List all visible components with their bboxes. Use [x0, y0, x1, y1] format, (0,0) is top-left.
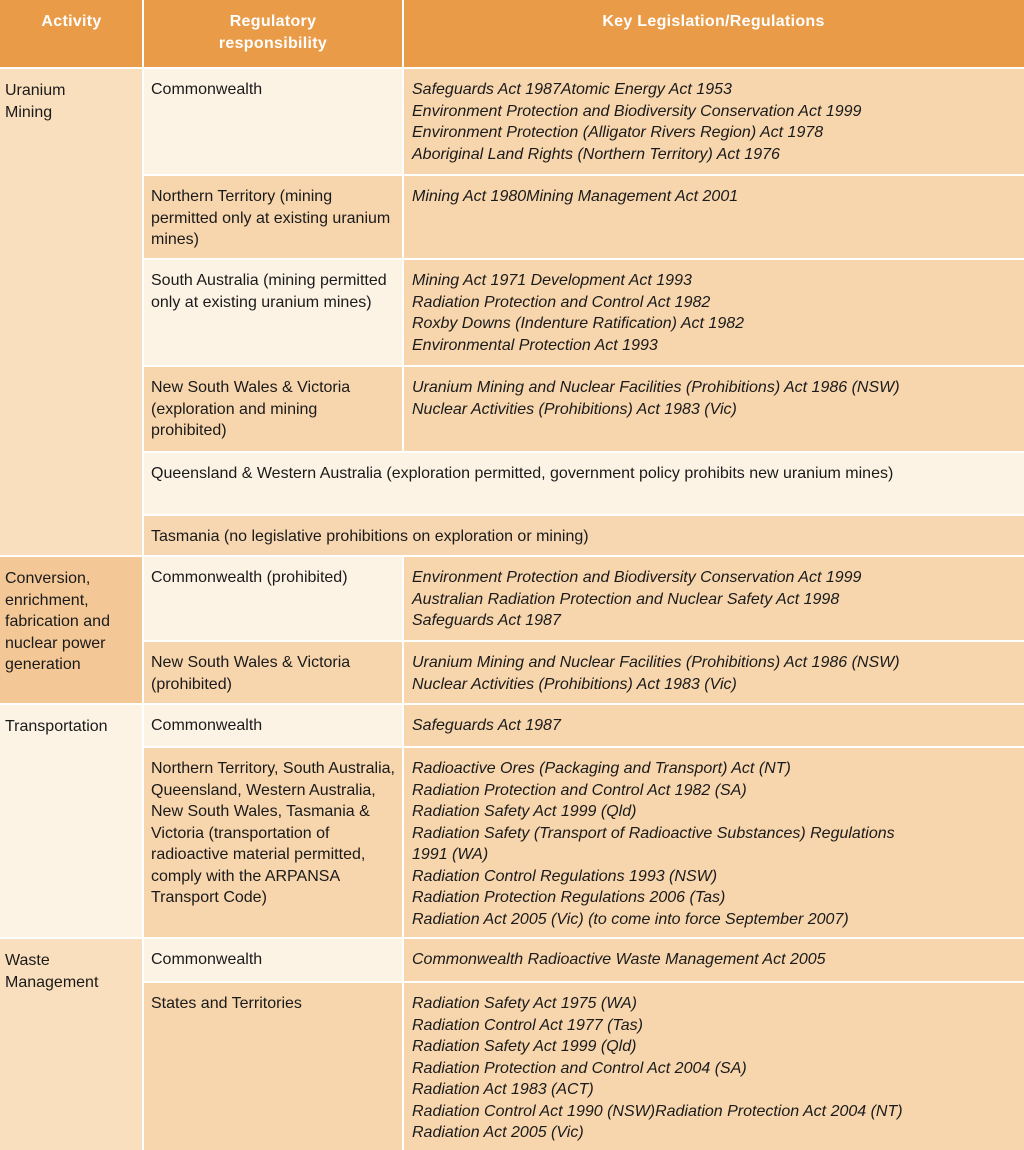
- header-activity-label: Activity: [41, 13, 102, 30]
- law-item: Environment Protection (Alligator Rivers Region) Act 1978: [412, 124, 824, 141]
- law-item: Radiation Act 1983 (ACT): [412, 1081, 594, 1098]
- law-item: Nuclear Activities (Prohibitions) Act 1983 (Vic): [412, 400, 737, 418]
- legislation-cell: [403, 259, 1024, 366]
- row-divider: [143, 365, 1024, 367]
- law-item: Nuclear Activities (Prohibitions) Act 1983 (Vic): [412, 675, 737, 693]
- law-item: Environment Protection and Biodiversity Conservation Act 1999: [412, 102, 862, 120]
- header-regulatory: [143, 0, 403, 68]
- regulator-cell: [143, 747, 403, 938]
- activity-label: Uranium Mining: [5, 82, 66, 121]
- law-item: Radiation Control Act 1990 (NSW)Radiation Protection Act 2004 (NT): [412, 1102, 903, 1120]
- regulator-text: Commonwealth: [151, 717, 263, 734]
- law-item: Mining Act 1971 Development Act 1993: [412, 272, 692, 289]
- regulator-cell: [143, 175, 403, 259]
- law-item: Radiation Protection and Control Act 1982 (SA): [412, 781, 747, 799]
- regulator-cell-span: [143, 515, 1024, 556]
- legislation-cell: [403, 175, 1024, 259]
- law-item: Radiation Safety Act 1999 (Qld): [412, 1038, 637, 1055]
- regulator-text: New South Wales & Victoria (exploration and mining prohibited): [151, 379, 351, 439]
- law-item: Australian Radiation Protection and Nuclear Safety Act 1998: [412, 590, 840, 608]
- law-item: Radiation Protection and Control Act 1982: [412, 293, 711, 311]
- activity-conversion: [0, 556, 143, 704]
- regulator-cell: [143, 366, 403, 452]
- activity-label: Waste Management: [5, 952, 99, 991]
- regulator-cell: [143, 556, 403, 641]
- header-regulatory-line1: Regulatory: [229, 13, 317, 30]
- regulator-text: New South Wales & Victoria (prohibited): [151, 654, 351, 693]
- legislation-cell: [403, 747, 1024, 938]
- row-divider: [0, 703, 1024, 705]
- regulator-cell: [143, 982, 403, 1150]
- law-item: Radiation Control Act 1977 (Tas): [412, 1016, 643, 1034]
- regulator-text: Commonwealth: [151, 951, 263, 968]
- regulator-text: States and Territories: [151, 995, 302, 1012]
- law-item: Environment Protection and Biodiversity Conservation Act 1999: [412, 569, 862, 586]
- law-item: Aboriginal Land Rights (Northern Territory) Act 1976: [412, 145, 780, 163]
- activity-uranium-mining: [0, 68, 143, 556]
- law-item: Radiation Safety Act 1999 (Qld): [412, 803, 637, 820]
- legislation-cell: [403, 641, 1024, 704]
- law-item: Radiation Safety (Transport of Radioactive Substances) Regulations: [412, 824, 895, 842]
- regulator-text: Tasmania (no legislative prohibitions on exploration or mining): [151, 528, 589, 545]
- activity-label: Transportation: [5, 718, 108, 735]
- header-divider: [0, 67, 1024, 69]
- legislation-cell: [403, 366, 1024, 452]
- row-divider: [143, 258, 1024, 260]
- law-item: Commonwealth Radioactive Waste Management Act 2005: [412, 951, 826, 968]
- row-divider: [143, 746, 1024, 748]
- row-divider: [0, 555, 1024, 557]
- regulator-cell: [143, 704, 403, 747]
- regulator-text: South Australia (mining permitted only at existing uranium mines): [151, 272, 387, 311]
- regulator-text: Queensland & Western Australia (exploration permitted, government policy prohibits new uranium mines): [151, 465, 894, 482]
- regulator-cell: [143, 938, 403, 982]
- regulator-text: Northern Territory, South Australia, Queensland, Western Australia, New South Wales, Tasmania & Victoria (transportation of radioactive material permitted, comply with the ARPANSA Transport Code): [151, 760, 395, 906]
- activity-waste-management: [0, 938, 143, 1150]
- regulator-text: Commonwealth (prohibited): [151, 569, 348, 586]
- row-divider: [143, 451, 1024, 453]
- law-item: Radiation Act 2005 (Vic): [412, 1124, 584, 1141]
- legislation-cell: [403, 556, 1024, 641]
- regulator-cell: [143, 641, 403, 704]
- law-item: Safeguards Act 1987: [412, 612, 561, 629]
- regulator-cell-span: [143, 452, 1024, 515]
- column-divider: [402, 556, 404, 1150]
- law-item: Roxby Downs (Indenture Ratification) Act 1982: [412, 315, 745, 332]
- header-legislation: [403, 0, 1024, 68]
- legislation-cell: [403, 938, 1024, 982]
- row-divider: [143, 981, 1024, 983]
- law-item: Radiation Control Regulations 1993 (NSW): [412, 867, 718, 885]
- row-divider: [143, 514, 1024, 516]
- law-item: Radiation Act 2005 (Vic) (to come into force September 2007): [412, 910, 849, 928]
- law-item: Uranium Mining and Nuclear Facilities (Prohibitions) Act 1986 (NSW): [412, 379, 900, 396]
- law-item: Environmental Protection Act 1993: [412, 336, 658, 354]
- law-item: Radiation Protection and Control Act 2004 (SA): [412, 1059, 747, 1077]
- legislation-cell: [403, 704, 1024, 747]
- law-item: Radiation Protection Regulations 2006 (Tas): [412, 889, 726, 906]
- regulator-text: Northern Territory (mining permitted only at existing uranium mines): [151, 188, 391, 248]
- activity-transportation: [0, 704, 143, 938]
- legislation-cell: [403, 68, 1024, 175]
- regulator-cell: [143, 259, 403, 366]
- law-item: Safeguards Act 1987: [412, 717, 561, 734]
- header-legislation-label: Key Legislation/Regulations: [602, 13, 825, 30]
- activity-label: Conversion, enrichment, fabrication and nuclear power generation: [5, 570, 110, 673]
- regulator-cell: [143, 68, 403, 175]
- law-item: 1991 (WA): [412, 846, 489, 863]
- law-item: Radiation Safety Act 1975 (WA): [412, 995, 637, 1012]
- row-divider: [0, 937, 1024, 939]
- law-item: Mining Act 1980Mining Management Act 2001: [412, 188, 739, 205]
- row-divider: [143, 640, 1024, 642]
- header-activity: [0, 0, 143, 68]
- law-item: Radioactive Ores (Packaging and Transport) Act (NT): [412, 760, 791, 777]
- header-regulatory-line2: responsibility: [218, 35, 328, 52]
- row-divider: [143, 174, 1024, 176]
- law-item: Uranium Mining and Nuclear Facilities (Prohibitions) Act 1986 (NSW): [412, 654, 900, 671]
- regulator-text: Commonwealth: [151, 81, 263, 98]
- law-item: Safeguards Act 1987Atomic Energy Act 1953: [412, 81, 732, 98]
- column-divider: [142, 0, 144, 1150]
- legislation-cell: [403, 982, 1024, 1150]
